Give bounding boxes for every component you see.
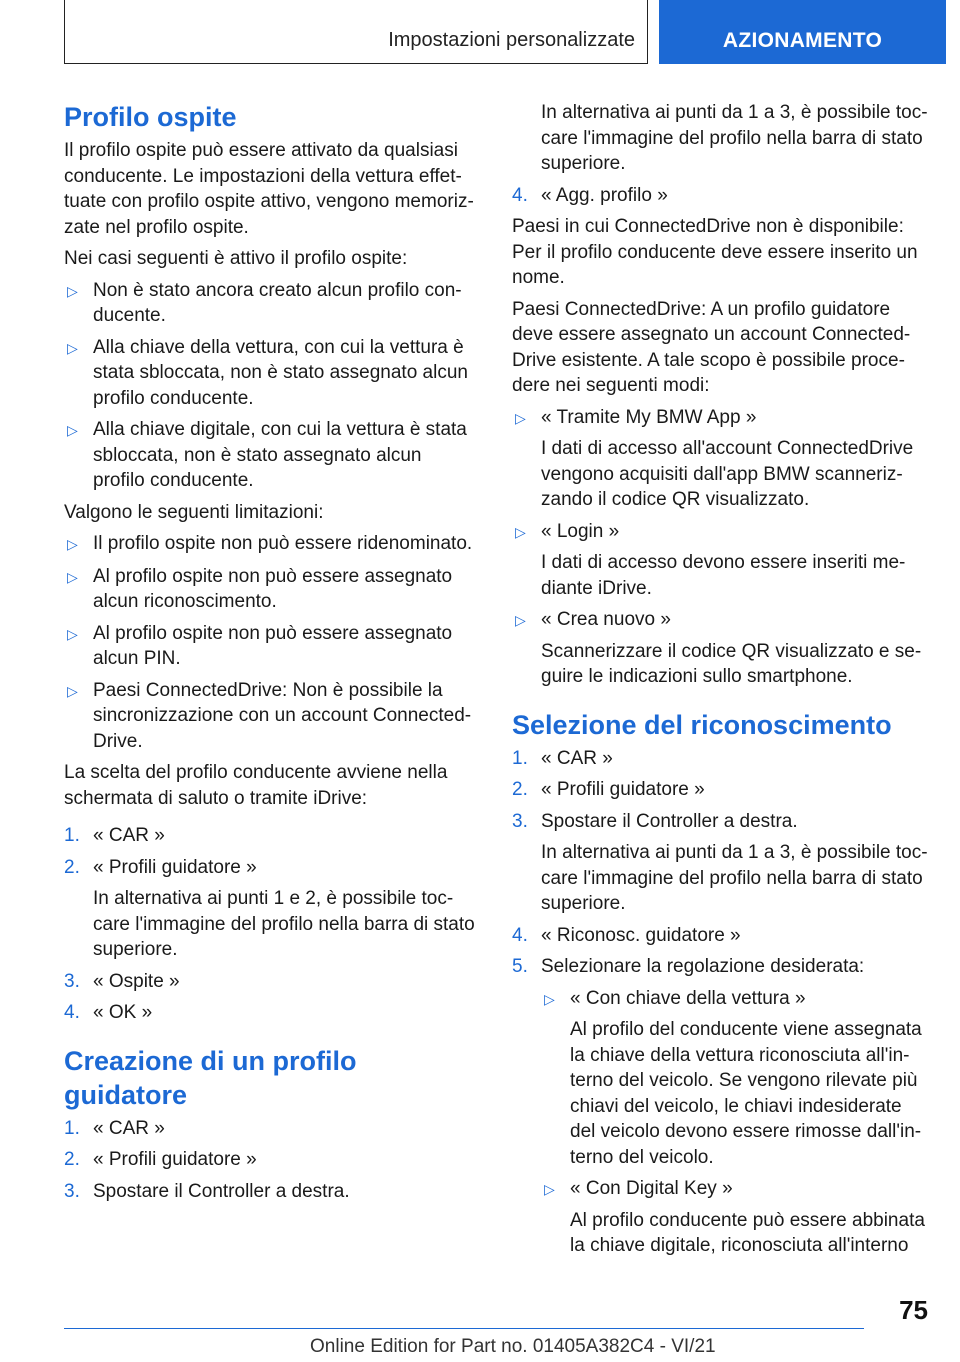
page-number: 75 [899, 1295, 928, 1325]
step-note: In alternativa ai punti da 1 a 3, è possibile toccare l'immagine del profilo nella barra di stato superiore. [541, 842, 928, 914]
option-label: « Login » [541, 520, 620, 542]
heading-selezione-riconoscimento: Selezione del riconoscimento [512, 709, 892, 740]
step-item: 3. Spostare il Controller a destra. [64, 1179, 478, 1205]
list-item: ▷ Alla chiave digitale, con cui la vettura è stata sbloccata, non è stato assegnato alcun profilo conducente. [64, 417, 478, 494]
step-number: 2. [64, 1149, 80, 1170]
section-tab: AZIONAMENTO [659, 0, 946, 64]
step-number: 2. [512, 779, 528, 800]
heading-creazione-profilo: Creazione di un profilo guidatore [64, 1045, 357, 1110]
paragraph: Nei casi seguenti è attivo il profilo ospite: [64, 248, 408, 269]
step-number: 4. [512, 924, 528, 946]
heading-profilo-ospite: Profilo ospite [64, 102, 237, 132]
option-desc: I dati di accesso devono essere inseriti mediante iDrive. [541, 552, 906, 599]
footer-rule [64, 1328, 864, 1329]
triangle-bullet-icon: ▷ [67, 536, 78, 552]
header-box [64, 0, 648, 64]
step-continuation: In alternativa ai punti da 1 a 3, è possibile toccare l'immagine del profilo nella barra di stato superiore. [541, 102, 928, 174]
list-item: ▷ Alla chiave della vettura, con cui la vettura è stata sbloccata, non è stato assegnato alcun profilo conducente. [64, 335, 478, 412]
option-item [512, 519, 928, 602]
option-item [512, 607, 928, 690]
paragraph: Il profilo ospite può essere attivato da qualsiasi conducente. Le impostazioni della vettura effettuate con profilo ospite attivo, vengono memorizzate nel profilo ospite. [64, 140, 474, 238]
step-item: 1. « CAR » [64, 1116, 478, 1142]
triangle-bullet-icon: ▷ [67, 282, 78, 299]
step-text: « Profili guidatore » [93, 856, 257, 878]
triangle-bullet-icon: ▷ [515, 612, 526, 628]
step-item: 4. « Agg. profilo » [512, 183, 928, 209]
step-item: 1. « CAR » [512, 746, 928, 772]
step-item: 2. « Profili guidatore » [64, 1147, 478, 1173]
triangle-bullet-icon: ▷ [67, 682, 78, 699]
list-item: ▷ Paesi ConnectedDrive: Non è possibile la sincronizzazione con un account ConnectedDrive. [64, 678, 478, 755]
sub-option-item [541, 1176, 928, 1259]
triangle-bullet-icon: ▷ [544, 990, 555, 1007]
option-desc: Scannerizzare il codice QR visualizzato e seguire le indicazioni sullo smartphone. [541, 640, 922, 687]
option-desc: I dati di accesso all'account ConnectedDrive vengono acquisiti dall'app BMW scannerizzando il codice QR visualizzato. [541, 438, 914, 510]
list-item: ▷ Non è stato ancora creato alcun profilo conducente. [64, 278, 478, 329]
step-note: In alternativa ai punti 1 e 2, è possibile toccare l'immagine del profilo nella barra di stato superiore. [93, 888, 475, 960]
step-text: Spostare il Controller a destra. [541, 810, 798, 832]
option-label: « Con Digital Key » [570, 1178, 733, 1199]
triangle-bullet-icon: ▷ [67, 568, 78, 585]
step-number: 4. [64, 1002, 80, 1023]
header-title: Impostazioni personalizzate [388, 29, 635, 51]
step-number: 2. [64, 856, 80, 878]
footer-edition: Online Edition for Part no. 01405A382C4 - VI/21 [310, 1336, 716, 1357]
list-item: ▷ Al profilo ospite non può essere assegnato alcun riconoscimento. [64, 564, 478, 615]
list-item: ▷ Il profilo ospite non può essere ridenominato. [64, 531, 478, 558]
step-item: 4. « OK » [64, 1000, 478, 1026]
option-desc: Al profilo del conducente viene assegnata la chiave della vettura riconosciuta all'interno del veicolo. Se vengono rilevate più chiavi del veicolo, le chiavi indesiderate del veicolo devono essere rimosse dall'interno del veicolo. [570, 1019, 922, 1168]
step-number: 1. [64, 1117, 80, 1139]
step-number: 1. [64, 825, 80, 846]
step-item [64, 855, 478, 963]
list-item: ▷ Al profilo ospite non può essere assegnato alcun PIN. [64, 621, 478, 672]
triangle-bullet-icon: ▷ [515, 523, 526, 540]
step-item: 1. « CAR » [64, 823, 478, 849]
triangle-bullet-icon: ▷ [515, 409, 526, 426]
left-column [64, 100, 478, 1210]
option-desc: Al profilo conducente può essere abbinata la chiave digitale, riconosciuta all'interno [570, 1209, 925, 1256]
step-item: 2. « Profili guidatore » [512, 777, 928, 803]
step-item: 3. « Ospite » [64, 969, 478, 995]
step-item [512, 809, 928, 917]
option-item [512, 405, 928, 513]
paragraph: Valgono le seguenti limitazioni: [64, 501, 324, 523]
triangle-bullet-icon: ▷ [67, 339, 78, 356]
step-number: 3. [512, 810, 528, 832]
option-label: « Con chiave della vettura » [570, 987, 806, 1009]
step-item: 4. « Riconosc. guidatore » [512, 923, 928, 949]
paragraph: Paesi ConnectedDrive: A un profilo guidatore deve essere assegnato un account ConnectedDrive esistente. A tale scopo è possibile procedere nei seguenti modi: [512, 298, 911, 396]
paragraph: Paesi in cui ConnectedDrive non è disponibile: Per il profilo conducente deve essere inserito un nome. [512, 216, 918, 288]
step-number: 4. [512, 184, 528, 206]
step-number: 1. [512, 747, 528, 769]
step-number: 3. [64, 970, 80, 992]
triangle-bullet-icon: ▷ [544, 1181, 555, 1197]
step-number: 5. [512, 956, 528, 977]
paragraph: La scelta del profilo conducente avviene nella schermata di saluto o tramite iDrive: [64, 762, 448, 809]
sub-option-item [541, 986, 928, 1171]
step-item [512, 954, 928, 1265]
right-column [512, 100, 928, 1271]
step-number: 3. [64, 1180, 80, 1202]
triangle-bullet-icon: ▷ [67, 625, 78, 642]
step-text: Selezionare la regolazione desiderata: [541, 956, 865, 977]
option-label: « Crea nuovo » [541, 609, 671, 630]
triangle-bullet-icon: ▷ [67, 422, 78, 438]
option-label: « Tramite My BMW App » [541, 406, 757, 428]
